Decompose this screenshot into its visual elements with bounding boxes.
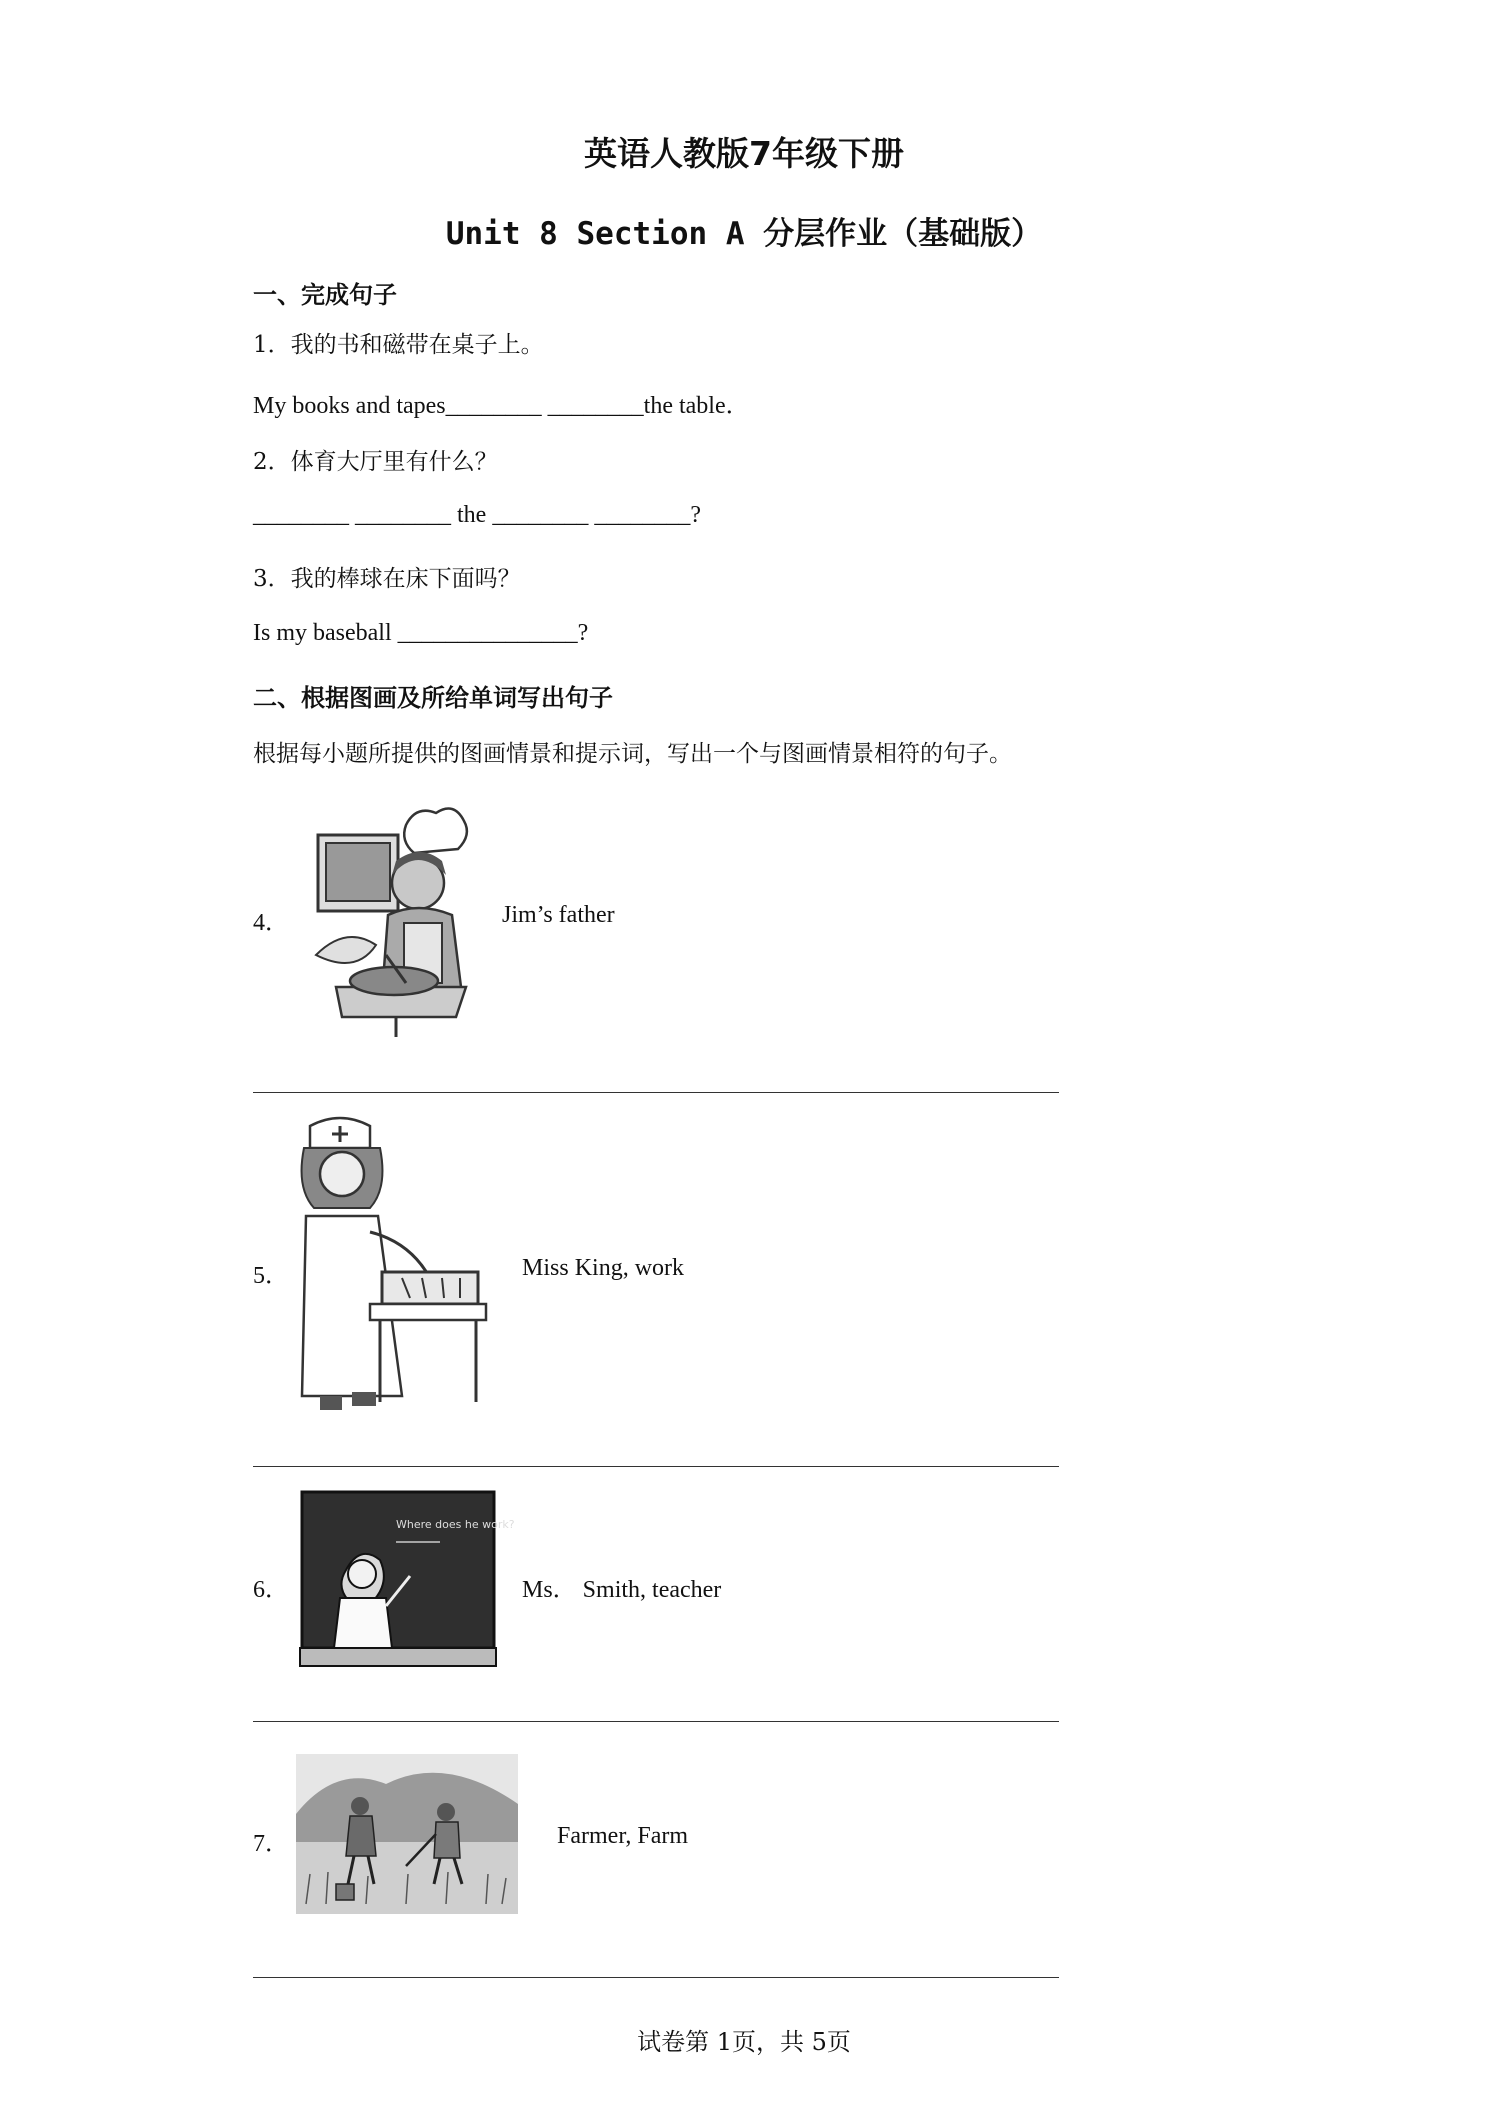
question-1-chinese: 1．我的书和磁带在桌子上。 [253,332,544,358]
question-4-number: 4． [253,910,289,936]
nurse-picture [290,1112,496,1412]
section2-instruction: 根据每小题所提供的图画情景和提示词，写出一个与图画情景相符的句子。 [253,741,1012,767]
question-3-english: Is my baseball _______________? [253,620,589,646]
question-2-chinese: 2．体育大厅里有什么？ [253,449,498,475]
question-7-hint: Farmer, Farm [557,1823,689,1849]
question-3-chinese: 3．我的棒球在床下面吗？ [253,566,521,592]
question-6-answer-line[interactable] [253,1721,1059,1722]
question-4-hint: Jim’s father [502,902,615,928]
section1-heading: 一、完成句子 [253,281,397,309]
question-5-number: 5． [253,1263,289,1289]
farmers-field-picture [296,1754,518,1914]
chef-cooking-picture [296,805,490,1041]
question-6-hint: Ms． Smith, teacher [522,1577,722,1603]
question-7-number: 7． [253,1831,289,1857]
question-5-hint: Miss King, work [522,1255,685,1281]
page-footer: 试卷第 1页，共 5页 [637,2028,851,2056]
page-title: 英语人教版7年级下册 [584,134,904,173]
question-2-english: ________ ________ the ________ ________? [253,502,701,528]
question-7-answer-line[interactable] [253,1977,1059,1978]
question-1-english: My books and tapes________ ________the table． [253,393,750,419]
question-6-number: 6． [253,1577,289,1603]
question-5-answer-line[interactable] [253,1466,1059,1467]
teacher-blackboard-picture [300,1490,515,1668]
page-subtitle: Unit 8 Section A 分层作业（基础版） [445,216,1043,252]
blackboard-text: Where does he work? [396,1518,515,1531]
section2-heading: 二、根据图画及所给单词写出句子 [253,684,613,712]
question-4-answer-line[interactable] [253,1092,1059,1093]
